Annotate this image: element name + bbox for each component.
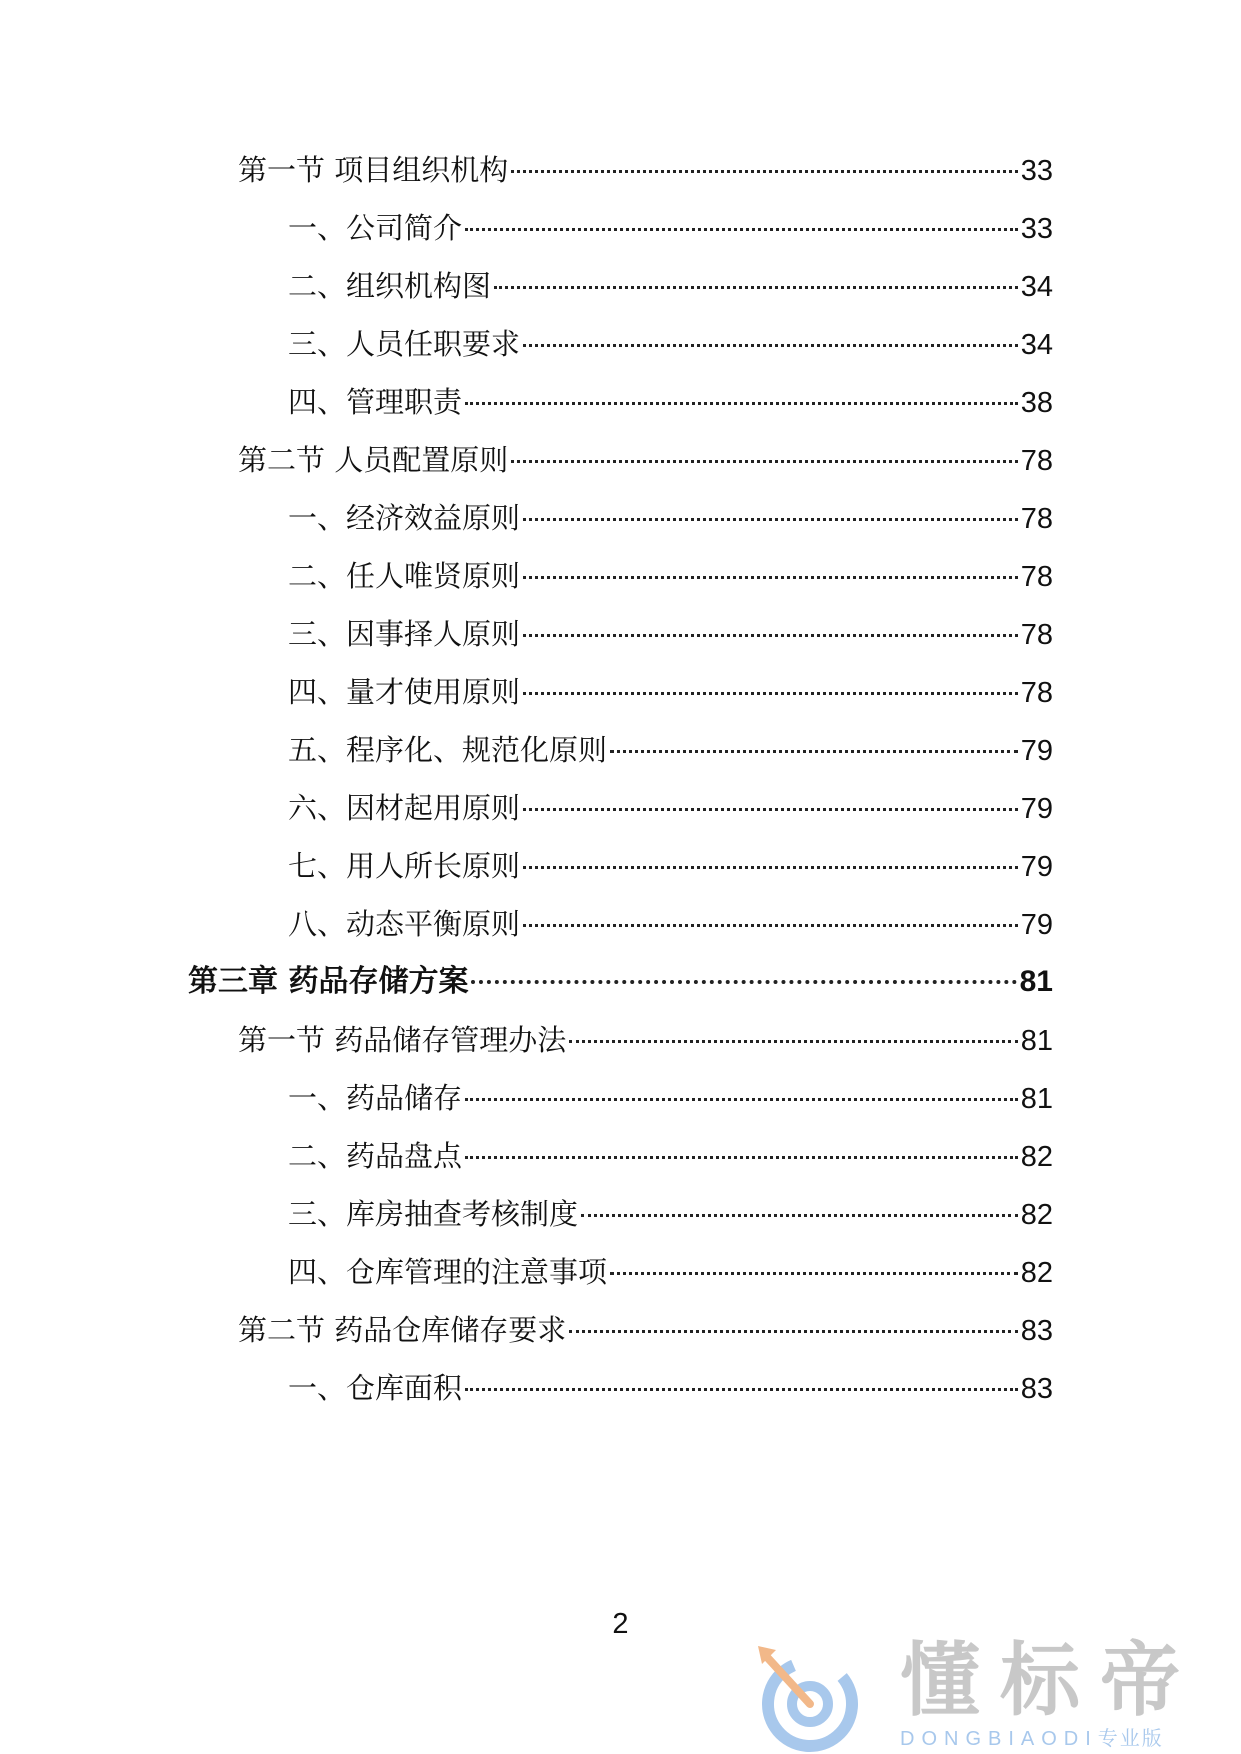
toc-entry[interactable]: [238, 1310, 1053, 1350]
toc-entry-page: 81: [1020, 1025, 1053, 1057]
toc-entry[interactable]: [188, 962, 1053, 1002]
toc-entry[interactable]: [288, 1194, 1053, 1234]
toc-dot-leader: [511, 170, 1018, 173]
toc-dot-leader: [465, 1098, 1018, 1101]
toc-dot-leader: [465, 402, 1018, 405]
toc-dot-leader: [523, 634, 1018, 637]
toc-entry-title: 第一节 药品储存管理办法: [238, 1023, 567, 1057]
toc-entry[interactable]: [238, 1020, 1053, 1060]
toc-dot-leader: [581, 1214, 1018, 1217]
toc-entry-title: 第二节 人员配置原则: [238, 443, 509, 477]
toc-entry-title: 一、仓库面积: [288, 1371, 463, 1405]
toc-entry-title: 六、因材起用原则: [288, 791, 521, 825]
toc-dot-leader: [569, 1330, 1018, 1333]
toc-entry-page: 34: [1020, 271, 1053, 303]
page-number: 2: [612, 1608, 629, 1640]
toc-entry-page: 79: [1020, 909, 1053, 941]
toc-dot-leader: [465, 1156, 1018, 1159]
toc-entry-page: 82: [1020, 1257, 1053, 1289]
toc-entry-page: 33: [1020, 155, 1053, 187]
target-arrow-icon: [748, 1636, 873, 1754]
toc-dot-leader: [523, 808, 1018, 811]
toc-entry-title: 三、人员任职要求: [288, 327, 521, 361]
watermark-sub: DONGBIAODI: [900, 1728, 1098, 1750]
toc-entry-page: 78: [1020, 677, 1053, 709]
toc-entry[interactable]: [238, 150, 1053, 190]
toc-dot-leader: [471, 980, 1016, 984]
toc-entry[interactable]: [288, 1136, 1053, 1176]
toc-dot-leader: [569, 1040, 1018, 1043]
toc-dot-leader: [610, 1272, 1018, 1275]
toc-dot-leader: [511, 460, 1018, 463]
toc-entry-page: 83: [1020, 1315, 1053, 1347]
toc-dot-leader: [523, 344, 1018, 347]
toc-entry-title: 一、经济效益原则: [288, 501, 521, 535]
toc-entry[interactable]: [288, 498, 1053, 538]
toc-dot-leader: [523, 866, 1018, 869]
toc-entry[interactable]: [288, 846, 1053, 886]
toc-entry-title: 五、程序化、规范化原则: [288, 733, 608, 767]
toc-entry-page: 78: [1020, 445, 1053, 477]
toc-entry-title: 二、药品盘点: [288, 1139, 463, 1173]
toc-entry-title: 七、用人所长原则: [288, 849, 521, 883]
toc-entry-title: 四、量才使用原则: [288, 675, 521, 709]
toc-entry-page: 82: [1020, 1199, 1053, 1231]
watermark-name: 懂标帝: [900, 1634, 1200, 1727]
toc-entry-title: 第二节 药品仓库储存要求: [238, 1313, 567, 1347]
toc-dot-leader: [465, 1388, 1018, 1391]
toc-entry-page: 79: [1020, 735, 1053, 767]
toc-entry-page: 38: [1020, 387, 1053, 419]
toc-dot-leader: [523, 924, 1018, 927]
toc-entry[interactable]: [288, 730, 1053, 770]
toc-dot-leader: [523, 518, 1018, 521]
toc-dot-leader: [523, 576, 1018, 579]
toc-dot-leader: [523, 692, 1018, 695]
toc-dot-leader: [494, 286, 1018, 289]
toc-entry-title: 二、任人唯贤原则: [288, 559, 521, 593]
toc-entry[interactable]: [288, 324, 1053, 364]
toc-entry[interactable]: [288, 904, 1053, 944]
toc-entry[interactable]: [288, 556, 1053, 596]
toc-entry-title: 三、库房抽查考核制度: [288, 1197, 579, 1231]
toc-entry[interactable]: [288, 788, 1053, 828]
toc-entry-page: 81: [1020, 1083, 1053, 1115]
toc-entry[interactable]: [288, 208, 1053, 248]
toc-entry[interactable]: [238, 440, 1053, 480]
toc-entry-page: 79: [1020, 793, 1053, 825]
toc-entry-page: 83: [1020, 1373, 1053, 1405]
toc-dot-leader: [610, 750, 1018, 753]
toc-entry-page: 78: [1020, 503, 1053, 535]
toc-entry[interactable]: [288, 1252, 1053, 1292]
toc-entry-title: 四、管理职责: [288, 385, 463, 419]
toc-entry-page: 81: [1019, 965, 1053, 998]
toc-entry-page: 34: [1020, 329, 1053, 361]
toc-entry-page: 79: [1020, 851, 1053, 883]
toc-dot-leader: [465, 228, 1018, 231]
toc-entry-title: 第三章 药品存储方案: [188, 964, 469, 999]
toc-entry-page: 78: [1020, 619, 1053, 651]
toc-entry-page: 33: [1020, 213, 1053, 245]
toc-entry[interactable]: [288, 382, 1053, 422]
toc-entry-title: 一、公司简介: [288, 211, 463, 245]
toc-entry-title: 三、因事择人原则: [288, 617, 521, 651]
toc-entry-title: 八、动态平衡原则: [288, 907, 521, 941]
toc-entry[interactable]: [288, 266, 1053, 306]
toc-entry-page: 82: [1020, 1141, 1053, 1173]
watermark-subtitle: [900, 1726, 1164, 1751]
toc-entry-title: 四、仓库管理的注意事项: [288, 1255, 608, 1289]
toc-entry[interactable]: [288, 1078, 1053, 1118]
toc-entry[interactable]: [288, 672, 1053, 712]
watermark: [748, 1636, 1228, 1754]
toc-entry[interactable]: [288, 1368, 1053, 1408]
toc-entry-title: 一、药品储存: [288, 1081, 463, 1115]
toc-entry-title: 第一节 项目组织机构: [238, 153, 509, 187]
toc-entry-page: 78: [1020, 561, 1053, 593]
watermark-edition: 专业版: [1097, 1726, 1164, 1750]
toc-entry[interactable]: [288, 614, 1053, 654]
toc-entry-title: 二、组织机构图: [288, 269, 492, 303]
